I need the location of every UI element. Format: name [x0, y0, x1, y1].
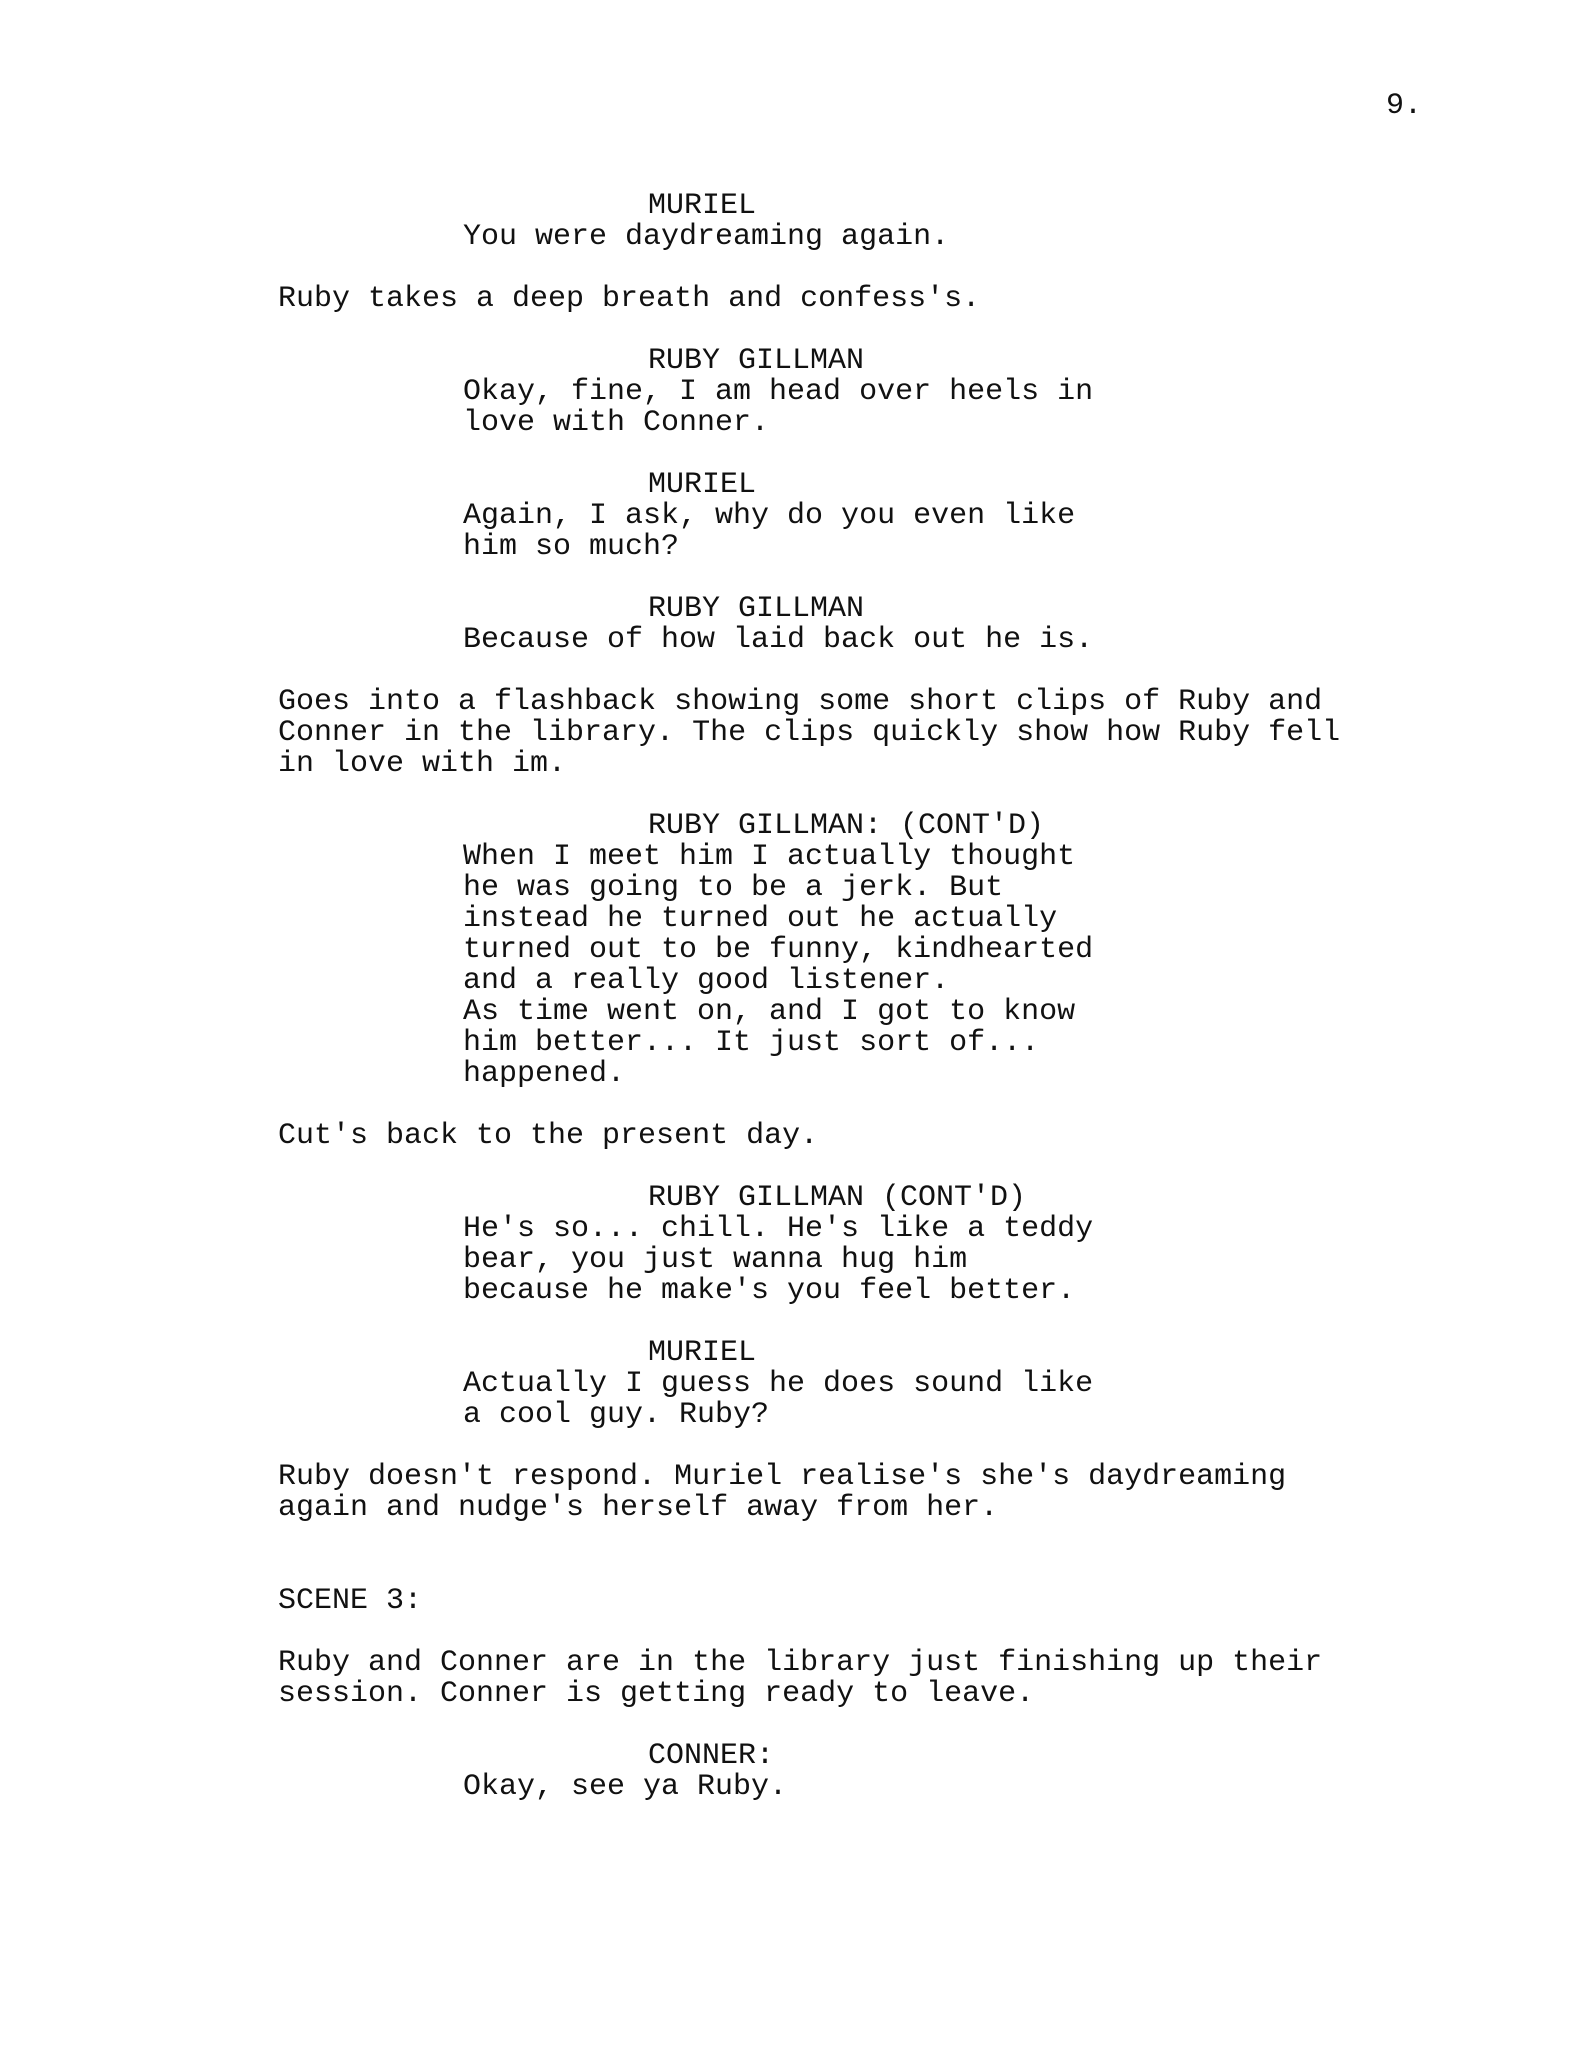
action-line: Ruby takes a deep breath and confess's. — [278, 282, 981, 316]
dialogue-line: Okay, see ya Ruby. — [463, 1770, 788, 1804]
dialogue-line: instead he turned out he actually — [463, 902, 1058, 936]
dialogue-line: he was going to be a jerk. But — [463, 871, 1004, 905]
dialogue-line: As time went on, and I got to know — [463, 995, 1076, 1029]
dialogue-line: because he make's you feel better. — [463, 1274, 1076, 1308]
dialogue-line: When I meet him I actually thought — [463, 840, 1076, 874]
dialogue-line: bear, you just wanna hug him — [463, 1243, 968, 1277]
action-line: again and nudge's herself away from her. — [278, 1491, 999, 1525]
dialogue-line: turned out to be funny, kindhearted — [463, 933, 1094, 967]
dialogue-line: You were daydreaming again. — [463, 220, 950, 254]
dialogue-line: Okay, fine, I am head over heels in — [463, 375, 1094, 409]
dialogue-line: him better... It just sort of... — [463, 1026, 1040, 1060]
character-cue: RUBY GILLMAN (CONT'D) — [648, 1181, 1027, 1215]
dialogue-line: Again, I ask, why do you even like — [463, 499, 1076, 533]
dialogue-line: and a really good listener. — [463, 964, 950, 998]
action-line: Conner in the library. The clips quickly show how Ruby fell — [278, 716, 1341, 750]
character-cue: RUBY GILLMAN — [648, 344, 865, 378]
action-line: Ruby and Conner are in the library just finishing up their — [278, 1646, 1323, 1680]
character-cue: MURIEL — [648, 189, 757, 223]
action-line: Ruby doesn't respond. Muriel realise's she's daydreaming — [278, 1460, 1287, 1494]
dialogue-line: happened. — [463, 1057, 626, 1091]
action-line: in love with im. — [278, 747, 567, 781]
character-cue: RUBY GILLMAN — [648, 592, 865, 626]
page-number: 9. — [1386, 89, 1423, 123]
dialogue-line: Because of how laid back out he is. — [463, 623, 1094, 657]
action-line: Goes into a flashback showing some short clips of Ruby and — [278, 685, 1323, 719]
character-cue: MURIEL — [648, 1336, 757, 1370]
scene-heading: SCENE 3: — [278, 1584, 423, 1618]
character-cue: MURIEL — [648, 468, 757, 502]
action-line: Cut's back to the present day. — [278, 1119, 819, 1153]
dialogue-line: love with Conner. — [463, 406, 770, 440]
character-cue: CONNER: — [648, 1739, 775, 1773]
action-line: session. Conner is getting ready to leave. — [278, 1677, 1035, 1711]
dialogue-line: a cool guy. Ruby? — [463, 1398, 770, 1432]
dialogue-line: Actually I guess he does sound like — [463, 1367, 1094, 1401]
character-cue: RUBY GILLMAN: (CONT'D) — [648, 809, 1045, 843]
dialogue-line: him so much? — [463, 530, 680, 564]
dialogue-line: He's so... chill. He's like a teddy — [463, 1212, 1094, 1246]
